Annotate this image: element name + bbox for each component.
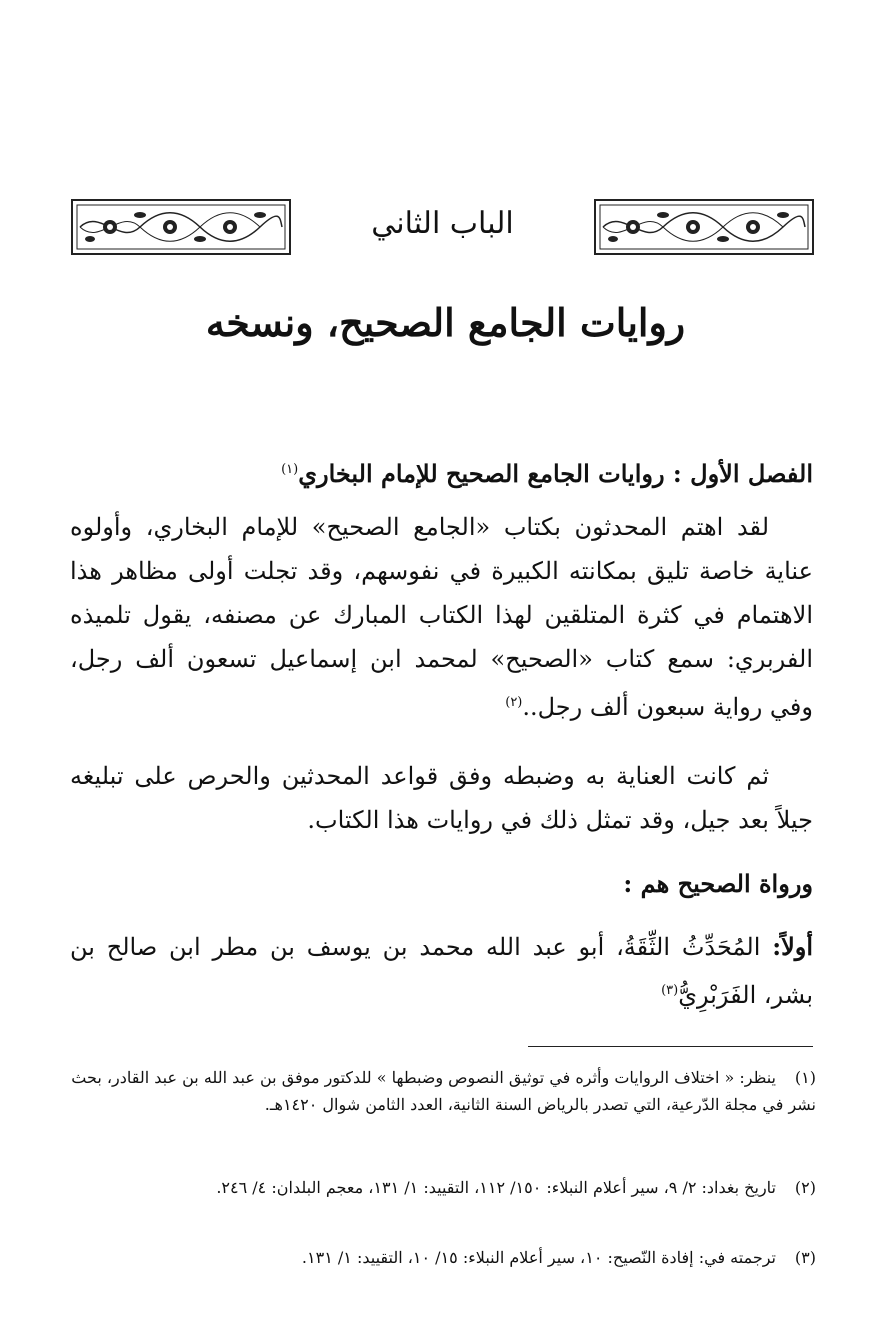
footnote-1 — [66, 1064, 816, 1118]
section-heading — [70, 448, 813, 496]
footnote-2-text: تاريخ بغداد: ٢/ ٩، سير أعلام النبلاء: ١٥٠/ ١١٢، التقييد: ١/ ١٣١، معجم البلدان: ٤/ ٢٤٦. — [216, 1178, 776, 1197]
chapter-header — [70, 198, 815, 258]
page-title: روايات الجامع الصحيح، ونسخه — [205, 300, 686, 345]
footnote-3-number: (٣) — [794, 1248, 816, 1267]
paragraph-care — [70, 754, 813, 842]
footnote-divider — [528, 1046, 813, 1047]
footnote-ref-3: (٣) — [661, 983, 679, 998]
first-lead: أولاً: — [772, 932, 814, 961]
footnote-2 — [66, 1174, 816, 1201]
paragraph-intro-text: لقد اهتم المحدثون بكتاب «الجامع الصحيح» للإمام البخاري، وأولوه عناية خاصة تليق بمكانته الكبيرة في نفوسهم، وقد تجلت أولى مظاهر هذا الاهتمام في كثرة المتلقين لهذا الكتاب المبارك عن مصنفه، يقول تلميذه الفربري: سمع كتاب «الصحيح» لمحمد ابن إسماعيل تسعون ألف رجل، وفي رواية سبعون ألف رجل.. — [70, 513, 813, 721]
footnote-3-text: ترجمته في: إفادة النّصيح: ١٠، سير أعلام النبلاء: ١٥/ ١٠، التقييد: ١/ ١٣١. — [301, 1248, 776, 1267]
paragraph-care-text: ثم كانت العناية به وضبطه وفق قواعد المحدثين والحرص على تبليغه جيلاً بعد جيل، وقد تمثل ذلك في روايات هذا الكتاب. — [70, 762, 813, 834]
first-narrator — [70, 925, 813, 1017]
footnote-2-number: (٢) — [794, 1178, 816, 1197]
footnote-ref-1: (١) — [281, 462, 299, 477]
narrators-heading: ورواة الصحيح هم : — [623, 869, 813, 898]
footnote-1-text: ينظر: « اختلاف الروايات وأثره في توثيق النصوص وضبطها » للدكتور موفق بن عبد الله بن عبد القادر، بحث نشر في مجلة الدّرعية، التي تصدر بالرياض السنة الثانية، العدد الثامن شوال ١٤٢٠هـ. — [71, 1068, 816, 1114]
footnote-ref-2: (٢) — [505, 695, 523, 710]
first-narrator-text: المُحَدِّثُ الثِّقَةُ، أبو عبد الله محمد بن يوسف بن مطر ابن صالح بن بشر، الفَرَبْرِيُّ — [70, 933, 813, 1009]
chapter-label: الباب الثاني — [371, 206, 514, 241]
paragraph-intro — [70, 505, 813, 729]
section-heading-text: الفصل الأول : روايات الجامع الصحيح للإمام البخاري — [298, 459, 813, 488]
floral-ornament-left — [70, 198, 292, 256]
footnote-1-number: (١) — [794, 1068, 816, 1087]
footnote-3 — [66, 1244, 816, 1271]
